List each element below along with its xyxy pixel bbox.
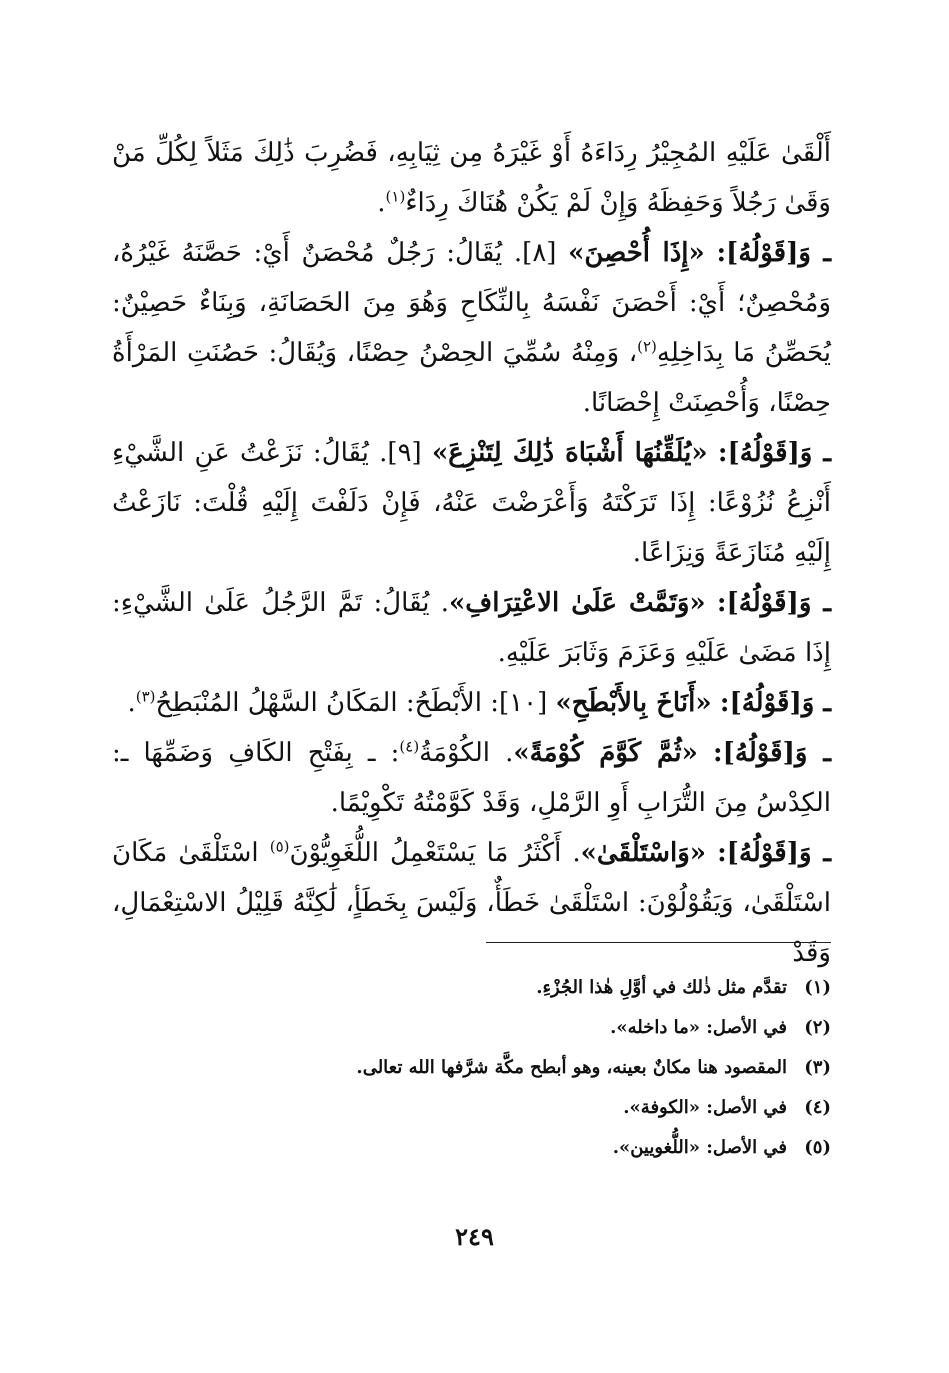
paragraph-2 xyxy=(112,228,831,428)
paragraph-text: . أَكْثَرُ مَا يَسْتَعْمِلُ اللُّغَوِيُّوْنَ xyxy=(289,838,581,868)
footnote-ref: (١) xyxy=(385,187,406,206)
paragraph-5 xyxy=(112,678,831,728)
footnote-divider xyxy=(486,942,831,943)
entry-quote: «إِذَا أُحْصِنَ» xyxy=(568,238,705,268)
footnote-text: المقصود هنا مكانٌ بعينه، وهو أبطح مكَّة شرَّفها الله تعالى. xyxy=(356,1057,787,1078)
entry-quote: «أَنَاخَ بِالأَبْطَحِ» xyxy=(555,688,712,718)
entry-lead: ـ وَ[قَوْلُهُ]: xyxy=(716,238,832,268)
footnote-text: تقدَّم مثل ذٰلك في أوَّلِ هٰذا الجُزْءِ. xyxy=(536,977,787,998)
paragraph-text: . الكُوْمَةُ xyxy=(419,738,514,768)
footnote-text: في الأصل: «ما داخله». xyxy=(610,1017,787,1038)
paragraph-4 xyxy=(112,578,831,678)
footnote-3 xyxy=(111,1048,831,1088)
footnote-2 xyxy=(111,1008,831,1048)
footnote-number: (٣) xyxy=(804,1057,831,1078)
entry-lead: ـ وَ[قَوْلُهُ]: xyxy=(717,838,832,868)
paragraph-text-after: ، وَمِنْهُ سُمِّيَ الحِصْنُ حِصْنًا، وَيُقَالُ: حَصُنَتِ المَرْأَةُ حِصْنًا، وَأُحْصِنَتْ إِحْصَانًا. xyxy=(112,338,831,418)
page-number: ٢٤٩ xyxy=(455,1222,494,1251)
footnote-ref: (٣) xyxy=(135,687,156,706)
paragraph-text-after: . xyxy=(377,188,386,218)
footnote-4 xyxy=(111,1088,831,1128)
entry-quote: «ثُمَّ كَوَّمَ كُوْمَةً» xyxy=(513,738,698,768)
paragraph-text: أَلْقَىٰ عَلَيْهِ المُجِيْرُ رِدَاءَهُ أَوْ غَيْرَهُ مِن ثِيَابِهِ، فَضُرِبَ ذَٰلِكَ مَثَلاً لِكُلِّ مَنْ وَقَىٰ رَجُلاً وَحَفِظَهُ وَإِنْ لَمْ يَكُنْ هُنَاكَ رِدَاءٌ xyxy=(112,138,831,218)
footnote-ref: (٥) xyxy=(269,837,290,856)
paragraph-1 xyxy=(112,128,831,228)
footnote-ref: (٢) xyxy=(637,337,657,356)
entry-lead: ـ وَ[قَوْلُهُ]: xyxy=(719,688,831,718)
footnote-number: (١) xyxy=(804,977,831,998)
footnote-text: في الأصل: «اللُّغويين». xyxy=(612,1137,787,1158)
entry-quote: «وَتَمَّتْ عَلَىٰ الاعْتِرَافِ» xyxy=(449,588,706,618)
paragraph-text: [١٠]: الأَبْطَحُ: المَكَانُ السَّهْلُ المُنْبَطِحُ xyxy=(155,688,548,718)
footnote-number: (٢) xyxy=(804,1017,831,1038)
footnotes xyxy=(111,968,831,1168)
main-text xyxy=(112,128,831,978)
entry-lead: ـ وَ[قَوْلُهُ]: xyxy=(712,738,831,768)
paragraph-text-after: . xyxy=(127,688,136,718)
paragraph-7 xyxy=(112,828,831,978)
footnote-number: (٤) xyxy=(804,1097,831,1118)
entry-lead: ـ وَ[قَوْلُهُ]: xyxy=(717,438,832,468)
paragraph-text-after: اسْتَلْقَىٰ مَكَانَ اسْتَلْقَىٰ، وَيَقُوْلُوْنَ: اسْتَلْقَىٰ خَطَأٌ، وَلَيْسَ بِخَطَأٍ، لَٰكِنَّهُ قَلِيْلُ الاسْتِعْمَالِ، وَقَدْ xyxy=(112,838,831,968)
paragraph-text: [٨]. يُقَالُ: رَجُلٌ مُحْصَنٌ أَيْ: حَصَّنَهُ غَيْرُهُ، وَمُحْصِنٌ؛ أَيْ: أَحْصَنَ نَفْسَهُ بِالنِّكَاحِ وَهُوَ مِنَ الحَصَانَةِ، وَبِنَاءٌ حَصِيْنٌ: يُحَصِّنُ مَا بِدَاخِلِهِ xyxy=(112,238,831,368)
footnote-number: (٥) xyxy=(804,1137,831,1158)
footnote-ref: (٤) xyxy=(399,737,420,756)
paragraph-6 xyxy=(112,728,831,828)
entry-quote: «يُلَقِّنُهَا أَشْبَاهَ ذَٰلِكَ لِتَنْزِعَ» xyxy=(431,438,708,468)
footnote-text: في الأصل: «الكوفة». xyxy=(623,1097,787,1118)
footnote-5 xyxy=(111,1128,831,1168)
footnote-1 xyxy=(111,968,831,1008)
entry-quote: «وَاسْتَلْقَىٰ» xyxy=(580,838,706,868)
paragraph-text-after: : ـ بِفَتْحِ الكَافِ وَضَمِّهَا ـ: الكِدْسُ مِنَ التُّرَابِ أَوِ الرَّمْلِ، وَقَدْ كَوَّمْتُهُ تَكْوِيْمًا. xyxy=(112,738,831,818)
entry-lead: ـ وَ[قَوْلُهُ]: xyxy=(716,588,832,618)
paragraph-3 xyxy=(112,428,831,578)
paragraph-text: [٩]. يُقَالُ: نَزَعْتُ عَنِ الشَّيْءِ أَنْزِعُ نُزُوْعًا: إِذَا تَرَكْتَهُ وَأَعْرَضْتَ عَنْهُ، فَإِنْ دَلَفْتَ إِلَيْهِ قُلْتَ: نَازَعْتُ إِلَيْهِ مُنَازَعَةً وَنِزَاعًا. xyxy=(112,438,831,568)
paragraph-text: . يُقَالُ: تَمَّ الرَّجُلُ عَلَىٰ الشَّيْءِ: إِذَا مَضَىٰ عَلَيْهِ وَعَزَمَ وَثَابَرَ عَلَيْهِ. xyxy=(112,588,831,668)
